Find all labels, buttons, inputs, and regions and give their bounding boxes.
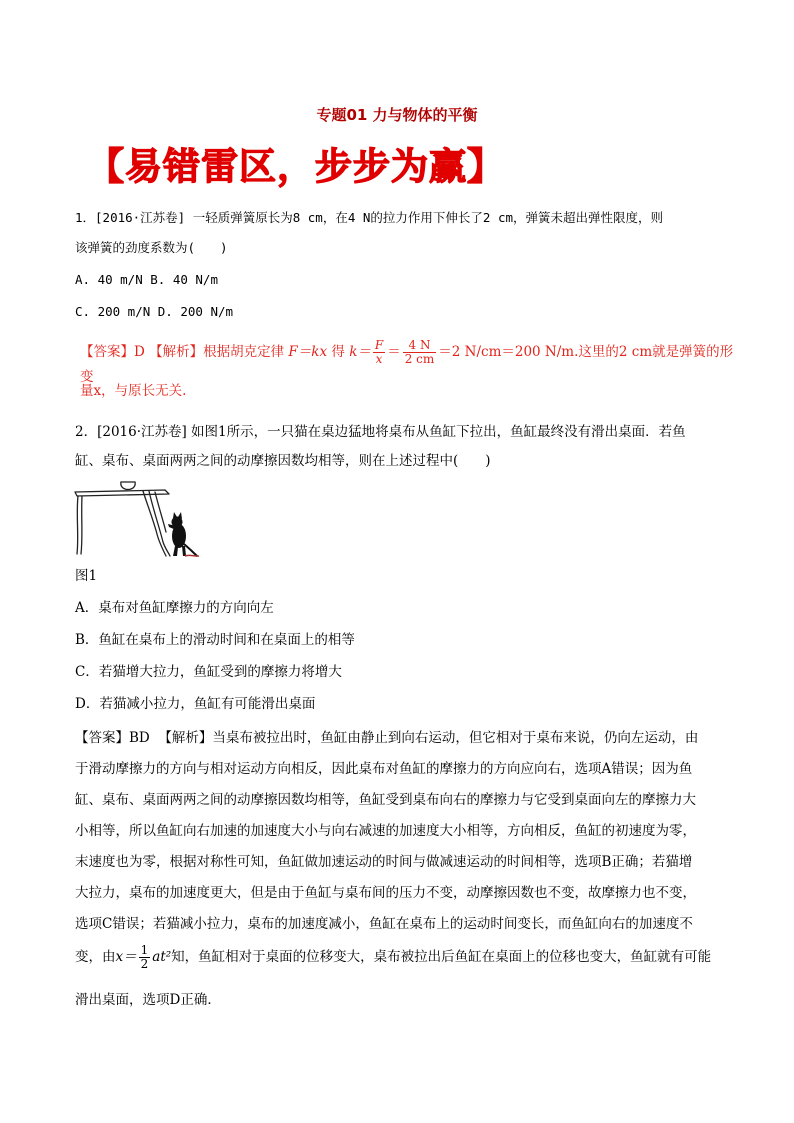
- q1-options-line1: A. 40 m/N B. 40 N/m: [75, 272, 218, 287]
- q1-analysis-label: 【解析】: [149, 344, 204, 360]
- banner-heading: 【易错雷区，步步为赢】: [87, 145, 505, 188]
- q2-option-d: D．若猫减小拉力，鱼缸有可能滑出桌面: [75, 696, 316, 712]
- q2-frac-num: 1: [140, 943, 149, 957]
- q1-frac1-num: F: [374, 338, 384, 352]
- q2-analysis-line3: 缸、桌布、桌面两两之间的动摩擦因数均相等，鱼缸受到桌布向右的摩擦力与它受到桌面向左的摩擦力大: [75, 792, 696, 808]
- q1-k-eq: k＝: [349, 344, 371, 360]
- q2-analysis-line2: 于滑动摩擦力的方向与相对运动方向相反，因此桌布对鱼缸的摩擦力的方向应向右，选项A错误；因为鱼: [75, 761, 693, 777]
- q2-analysis-text-0: 当桌布被拉出时，鱼缸由静止到向右运动，但它相对于桌布来说，仍向左运动，由: [212, 730, 699, 746]
- q1-stem-line1: 1．[2016·江苏卷] 一轻质弹簧原长为8 cm，在4 N的拉力作用下伸长了2 cm，弹簧未超出弹性限度，则: [75, 210, 664, 225]
- q1-stem-line2: 该弹簧的劲度系数为( ): [75, 240, 228, 255]
- q1-frac2-num: 4 N: [403, 339, 437, 353]
- q2-analysis-line8: [75, 944, 745, 971]
- q1-answer-line2: 量x，与原长无关.: [80, 383, 187, 399]
- q2-analysis-line9: 滑出桌面，选项D正确．: [75, 992, 221, 1008]
- q2-option-a: A．桌布对鱼缸摩擦力的方向向左: [75, 600, 274, 616]
- q2-stem-line2: 缸、桌布、桌面两两之间的动摩擦因数均相等，则在上述过程中( ): [75, 453, 491, 469]
- cat-table-illustration: [73, 474, 203, 560]
- q2-line8-formula-right: at²: [152, 949, 172, 965]
- q1-formula: F＝kx: [288, 344, 328, 360]
- q2-analysis-line4: 小相等，所以鱼缸向右加速的加速度大小与向右减速的加速度大小相等，方向相反，鱼缸的初速度为零，: [75, 823, 696, 839]
- q2-frac-den: 2: [140, 957, 149, 971]
- q1-options-line2: C. 200 m/N D. 200 N/m: [75, 304, 234, 319]
- q2-analysis-line5: 末速度也为零，根据对称性可知，鱼缸做加速运动的时间与做减速运动的时间相等，选项B正确；若猫增: [75, 854, 693, 870]
- q1-fraction-f-x: [373, 339, 385, 366]
- q1-eq: ＝: [387, 344, 401, 360]
- q1-fraction-values: [403, 339, 437, 366]
- q2-fraction-half: [139, 944, 151, 971]
- q1-frac2-den: 2 cm: [404, 352, 435, 366]
- q2-stem-line1: 2．[2016·江苏卷] 如图1所示，一只猫在桌边猛地将桌布从鱼缸下拉出，鱼缸最终没有滑出桌面．若鱼: [75, 424, 686, 440]
- q2-analysis-label: 【解析】: [158, 730, 213, 746]
- q2-analysis-line7: 选项C错误；若猫减小拉力，桌布的加速度减小，鱼缸在桌布上的运动时间变长，而鱼缸向右的加速度不: [75, 916, 693, 932]
- q1-text-mid: 得: [331, 344, 345, 360]
- q2-analysis-line6: 大拉力，桌布的加速度更大，但是由于鱼缸与桌布间的压力不变，动摩擦因数也不变，故摩擦力也不变，: [75, 885, 696, 901]
- q1-analysis-text: 根据胡克定律: [203, 344, 285, 360]
- q1-frac1-den: x: [375, 352, 383, 366]
- q2-analysis-line1: [75, 726, 745, 750]
- q2-figure-cat-table: [73, 474, 203, 564]
- q2-option-b: B．鱼缸在桌布上的滑动时间和在桌面上的相等: [75, 632, 355, 648]
- q2-line8-after: 知，鱼缸相对于桌面的位移变大，桌布被拉出后鱼缸在桌面上的位移也变大，鱼缸就有可能: [171, 949, 712, 965]
- q2-figure-label: 图1: [75, 568, 98, 584]
- q1-answer-label: 【答案】D: [80, 344, 145, 360]
- q1-result: ＝2 N/cm＝200 N/m.这里的2 cm就是弹簧的形变: [80, 344, 734, 385]
- q2-answer-label: 【答案】BD: [75, 730, 150, 746]
- q2-line8-before: 变，由: [75, 949, 116, 965]
- q2-line8-formula-left: x＝: [115, 949, 137, 965]
- page-title: 专题01 力与物体的平衡: [316, 106, 478, 124]
- q2-option-c: C．若猫增大拉力，鱼缸受到的摩擦力将增大: [75, 664, 342, 680]
